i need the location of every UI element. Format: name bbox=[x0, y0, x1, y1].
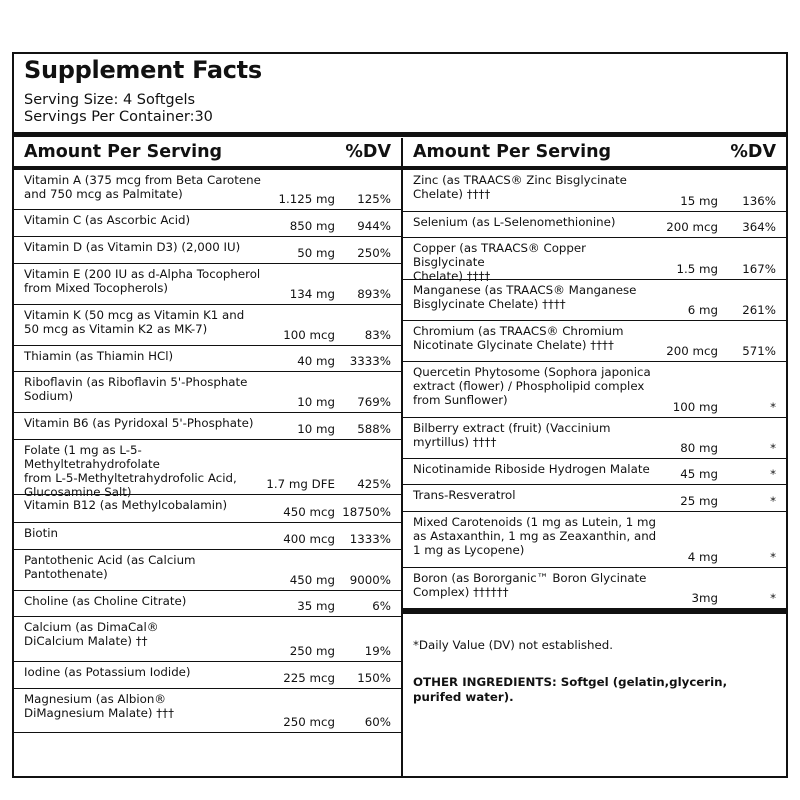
nutrient-amount: 250 mg bbox=[289, 644, 335, 658]
nutrient-amount: 200 mcg bbox=[666, 220, 718, 234]
nutrient-row bbox=[14, 617, 401, 662]
nutrient-row bbox=[403, 418, 786, 459]
nutrient-amount: 10 mg bbox=[297, 422, 335, 436]
bottom-rule bbox=[403, 609, 786, 614]
nutrient-dv: 1333% bbox=[349, 532, 391, 546]
servings-per-container: Servings Per Container:30 bbox=[24, 109, 213, 125]
nutrient-dv: 3333% bbox=[349, 354, 391, 368]
nutrient-dv: 893% bbox=[357, 287, 391, 301]
nutrient-dv: 125% bbox=[357, 192, 391, 206]
nutrient-row bbox=[14, 662, 401, 689]
nutrient-amount: 450 mg bbox=[289, 573, 335, 587]
nutrient-name: Chromium (as TRAACS® Chromium Nicotinate Glycinate Chelate) †††† bbox=[413, 324, 624, 352]
nutrient-row bbox=[403, 280, 786, 321]
nutrient-name: Copper (as TRAACS® Copper Bisglycinate Chelate) †††† bbox=[413, 241, 587, 283]
left-column bbox=[14, 138, 401, 776]
nutrient-dv: * bbox=[770, 494, 776, 508]
serving-size: Serving Size: 4 Softgels bbox=[24, 92, 196, 108]
nutrient-row bbox=[403, 568, 786, 609]
nutrient-row bbox=[14, 346, 401, 372]
nutrient-row bbox=[14, 264, 401, 305]
amount-per-serving-label: Amount Per Serving bbox=[24, 142, 223, 162]
nutrient-amount: 40 mg bbox=[297, 354, 335, 368]
dv-label: %DV bbox=[345, 142, 391, 162]
nutrient-row bbox=[14, 591, 401, 617]
nutrient-row bbox=[14, 170, 401, 210]
panel-title: Supplement Facts bbox=[24, 56, 262, 84]
nutrient-dv: 250% bbox=[357, 246, 391, 260]
nutrient-dv: 364% bbox=[742, 220, 776, 234]
nutrient-dv: 150% bbox=[357, 671, 391, 685]
right-nutrient-list bbox=[403, 170, 786, 609]
left-column-header bbox=[14, 138, 401, 170]
nutrient-amount: 250 mcg bbox=[283, 715, 335, 729]
nutrient-dv: 944% bbox=[357, 219, 391, 233]
nutrient-name: Vitamin E (200 IU as d-Alpha Tocopherol from Mixed Tocopherols) bbox=[24, 267, 261, 295]
nutrient-row bbox=[14, 550, 401, 591]
nutrient-row bbox=[14, 523, 401, 550]
nutrient-amount: 3mg bbox=[691, 591, 718, 605]
nutrient-amount: 6 mg bbox=[687, 303, 718, 317]
nutrient-name: Quercetin Phytosome (Sophora japonica extract (flower) / Phospholipid complex from Sunflower) bbox=[413, 365, 651, 407]
nutrient-row bbox=[403, 485, 786, 512]
nutrient-row bbox=[403, 212, 786, 238]
nutrient-name: Pantothenic Acid (as Calcium Pantothenate) bbox=[24, 553, 196, 581]
nutrient-amount: 225 mcg bbox=[283, 671, 335, 685]
nutrient-dv: 261% bbox=[742, 303, 776, 317]
nutrient-amount: 10 mg bbox=[297, 395, 335, 409]
nutrient-dv: 769% bbox=[357, 395, 391, 409]
dv-footnote: *Daily Value (DV) not established. bbox=[413, 638, 614, 652]
nutrient-amount: 45 mg bbox=[680, 467, 718, 481]
nutrient-name: Boron (as Bororganic™ Boron Glycinate Complex) †††††† bbox=[413, 571, 647, 599]
nutrient-dv: * bbox=[770, 550, 776, 564]
nutrient-name: Biotin bbox=[24, 526, 58, 540]
nutrient-row bbox=[14, 237, 401, 264]
nutrient-row bbox=[14, 305, 401, 346]
nutrient-dv: 60% bbox=[364, 715, 391, 729]
nutrient-name: Vitamin A (375 mcg from Beta Carotene and 750 mcg as Palmitate) bbox=[24, 173, 261, 201]
nutrient-dv: 19% bbox=[364, 644, 391, 658]
nutrient-amount: 400 mcg bbox=[283, 532, 335, 546]
nutrient-row bbox=[14, 689, 401, 733]
other-ingredients: OTHER INGREDIENTS: Softgel (gelatin,glycerin, purifed water). bbox=[413, 675, 728, 704]
supplement-facts-panel bbox=[12, 52, 788, 778]
nutrient-dv: 9000% bbox=[349, 573, 391, 587]
nutrient-name: Vitamin B6 (as Pyridoxal 5'-Phosphate) bbox=[24, 416, 254, 430]
nutrient-dv: 18750% bbox=[342, 505, 391, 519]
nutrient-amount: 1.125 mg bbox=[278, 192, 335, 206]
nutrient-amount: 200 mcg bbox=[666, 344, 718, 358]
nutrient-name: Riboflavin (as Riboflavin 5'-Phosphate Sodium) bbox=[24, 375, 248, 403]
right-column bbox=[403, 138, 786, 776]
nutrient-name: Choline (as Choline Citrate) bbox=[24, 594, 187, 608]
nutrient-name: Selenium (as L-Selenomethionine) bbox=[413, 215, 616, 229]
nutrient-name: Vitamin C (as Ascorbic Acid) bbox=[24, 213, 191, 227]
nutrient-amount: 50 mg bbox=[297, 246, 335, 260]
nutrient-amount: 15 mg bbox=[680, 194, 718, 208]
nutrient-name: Trans-Resveratrol bbox=[413, 488, 516, 502]
nutrient-amount: 1.7 mg DFE bbox=[266, 477, 335, 491]
nutrient-dv: * bbox=[770, 441, 776, 455]
nutrient-name: Nicotinamide Riboside Hydrogen Malate bbox=[413, 462, 650, 476]
nutrient-amount: 25 mg bbox=[680, 494, 718, 508]
nutrient-amount: 80 mg bbox=[680, 441, 718, 455]
header-rule bbox=[14, 132, 786, 137]
nutrient-row bbox=[403, 362, 786, 418]
nutrient-name: Magnesium (as Albion® DiMagnesium Malate) ††† bbox=[24, 692, 174, 720]
nutrient-name: Calcium (as DimaCal® DiCalcium Malate) †† bbox=[24, 620, 159, 648]
nutrient-amount: 850 mg bbox=[289, 219, 335, 233]
nutrient-name: Bilberry extract (fruit) (Vaccinium myrtillus) †††† bbox=[413, 421, 611, 449]
nutrient-name: Mixed Carotenoids (1 mg as Lutein, 1 mg as Astaxanthin, 1 mg as Zeaxanthin, and 1 mg as Lycopene) bbox=[413, 515, 657, 557]
nutrient-row bbox=[14, 495, 401, 523]
nutrient-dv: * bbox=[770, 400, 776, 414]
nutrient-name: Zinc (as TRAACS® Zinc Bisglycinate Chelate) †††† bbox=[413, 173, 627, 201]
right-column-header bbox=[403, 138, 786, 170]
nutrient-amount: 1.5 mg bbox=[676, 262, 718, 276]
nutrient-dv: 136% bbox=[742, 194, 776, 208]
nutrient-amount: 100 mg bbox=[672, 400, 718, 414]
nutrient-dv: * bbox=[770, 591, 776, 605]
nutrient-name: Thiamin (as Thiamin HCl) bbox=[24, 349, 174, 363]
nutrient-name: Vitamin K (50 mcg as Vitamin K1 and 50 mcg as Vitamin K2 as MK-7) bbox=[24, 308, 245, 336]
nutrient-row bbox=[403, 321, 786, 362]
nutrient-dv: 425% bbox=[357, 477, 391, 491]
nutrient-row bbox=[403, 512, 786, 568]
nutrient-name: Manganese (as TRAACS® Manganese Bisglycinate Chelate) †††† bbox=[413, 283, 637, 311]
nutrient-row bbox=[14, 372, 401, 413]
nutrient-name: Iodine (as Potassium Iodide) bbox=[24, 665, 191, 679]
nutrient-amount: 100 mcg bbox=[283, 328, 335, 342]
nutrient-amount: 4 mg bbox=[687, 550, 718, 564]
nutrient-amount: 134 mg bbox=[289, 287, 335, 301]
nutrient-dv: 571% bbox=[742, 344, 776, 358]
amount-per-serving-label: Amount Per Serving bbox=[413, 142, 612, 162]
nutrient-dv: 167% bbox=[742, 262, 776, 276]
nutrient-dv: 83% bbox=[364, 328, 391, 342]
nutrient-row bbox=[403, 238, 786, 283]
nutrient-amount: 35 mg bbox=[297, 599, 335, 613]
nutrient-row bbox=[403, 459, 786, 485]
nutrient-name: Folate (1 mg as L-5-Methyltetrahydrofolate from L-5-Methyltetrahydrofolic Acid, Glucosamine Salt) bbox=[24, 443, 237, 499]
nutrient-dv: 6% bbox=[372, 599, 391, 613]
nutrient-name: Vitamin D (as Vitamin D3) (2,000 IU) bbox=[24, 240, 241, 254]
nutrient-dv: 588% bbox=[357, 422, 391, 436]
nutrient-row bbox=[403, 170, 786, 212]
nutrient-row bbox=[14, 440, 401, 499]
nutrient-row bbox=[14, 210, 401, 237]
nutrient-dv: * bbox=[770, 467, 776, 481]
nutrient-row bbox=[14, 413, 401, 440]
left-nutrient-list bbox=[14, 170, 401, 733]
nutrient-amount: 450 mcg bbox=[283, 505, 335, 519]
dv-label: %DV bbox=[730, 142, 776, 162]
nutrient-name: Vitamin B12 (as Methylcobalamin) bbox=[24, 498, 228, 512]
